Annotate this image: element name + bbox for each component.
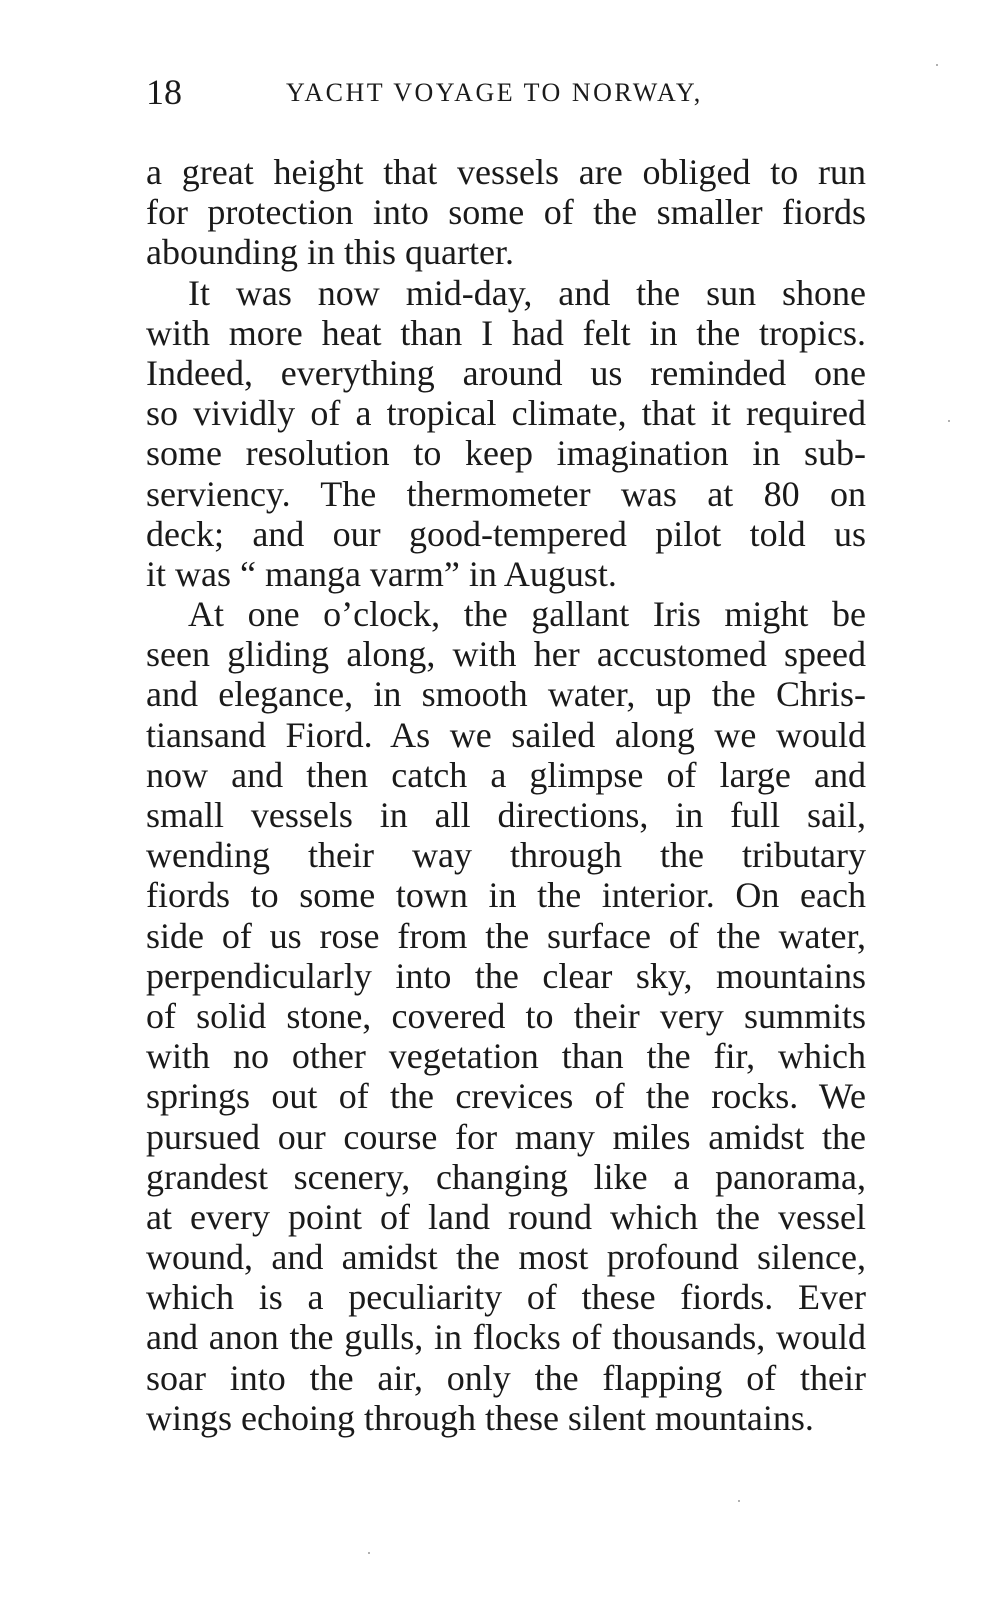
- page-header: [146, 72, 866, 116]
- paper-speck: [368, 1552, 370, 1554]
- text-line: Indeed, everything around us reminded one: [146, 352, 866, 393]
- text-line: wings echoing through these silent mountains.: [146, 1397, 814, 1438]
- text-line: for protection into some of the smaller fiords: [146, 192, 866, 233]
- text-line: with more heat than I had felt in the tropics.: [146, 312, 866, 353]
- text-line: of solid stone, covered to their very summits: [146, 995, 866, 1036]
- paper-speck: [936, 64, 938, 66]
- text-line: now and then catch a glimpse of large and: [146, 754, 866, 795]
- text-line: side of us rose from the surface of the water,: [146, 915, 866, 956]
- text-line: fiords to some town in the interior. On each: [146, 875, 866, 916]
- text-line: wending their way through the tributary: [146, 835, 866, 876]
- text-line: which is a peculiarity of these fiords. Ever: [146, 1277, 866, 1318]
- text-line: some resolution to keep imagination in sub-: [146, 433, 866, 474]
- text-line: soar into the air, only the flapping of their: [146, 1357, 866, 1398]
- text-line: tiansand Fiord. As we sailed along we would: [146, 714, 866, 755]
- running-title: YACHT VOYAGE TO NORWAY,: [286, 78, 703, 107]
- page-number: 18: [146, 72, 182, 112]
- text-line: and anon the gulls, in flocks of thousands, would: [146, 1317, 866, 1358]
- text-line: springs out of the crevices of the rocks. We: [146, 1076, 866, 1117]
- body-text: [146, 152, 866, 1438]
- text-line: seen gliding along, with her accustomed speed: [146, 634, 866, 675]
- text-line: wound, and amidst the most profound silence,: [146, 1237, 866, 1278]
- paper-speck: [738, 1500, 740, 1502]
- text-line: deck; and our good-tempered pilot told us: [146, 513, 866, 554]
- text-line: At one o’clock, the gallant Iris might be: [188, 594, 866, 635]
- text-line: serviency. The thermometer was at 80 on: [146, 473, 866, 514]
- text-line: It was now mid-day, and the sun shone: [188, 272, 866, 313]
- text-line: it was “ manga varm” in August.: [146, 553, 617, 594]
- text-line: grandest scenery, changing like a panorama,: [146, 1156, 866, 1197]
- paper-speck: [948, 420, 950, 422]
- text-line: abounding in this quarter.: [146, 232, 514, 273]
- text-line: perpendicularly into the clear sky, mountains: [146, 955, 866, 996]
- text-line: with no other vegetation than the fir, which: [146, 1036, 866, 1077]
- text-line: pursued our course for many miles amidst the: [146, 1116, 866, 1157]
- text-line: small vessels in all directions, in full sail,: [146, 795, 866, 835]
- text-line: a great height that vessels are obliged to run: [146, 152, 866, 192]
- text-line: at every point of land round which the vessel: [146, 1196, 866, 1237]
- text-line: so vividly of a tropical climate, that it required: [146, 393, 866, 434]
- text-line: and elegance, in smooth water, up the Chris-: [146, 674, 866, 715]
